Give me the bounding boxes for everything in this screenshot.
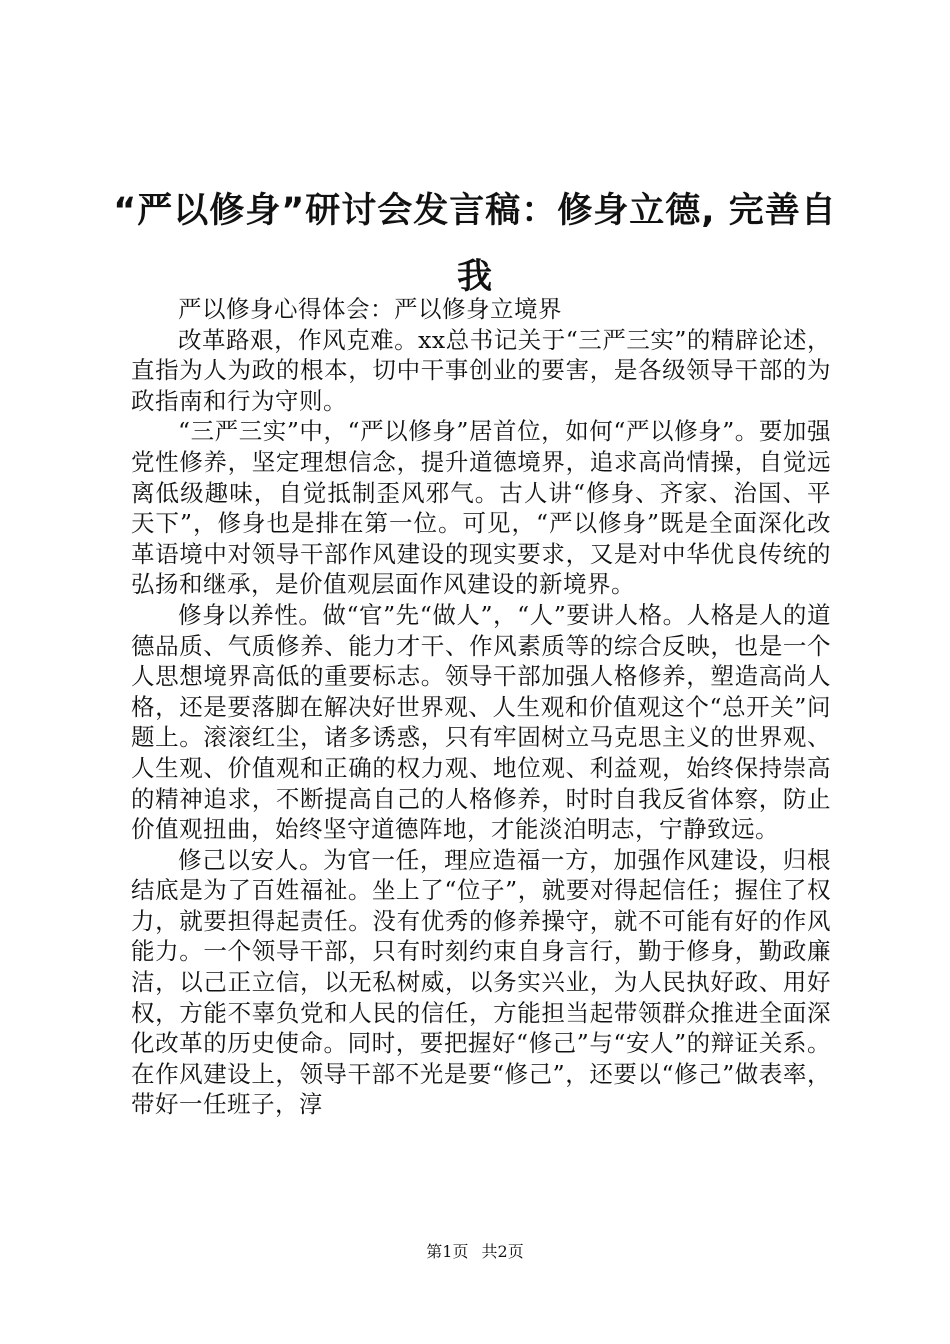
paragraph: “三严三实”中，“严以修身”居首位，如何“严以修身”。要加强党性修养，坚定理想信念，提升道德境界，追求高尚情操，自觉远离低级趣味，自觉抵制歪风邪气。古人讲“修身、齐家、治国、平天下”，修身也是排在第一位。可见，“严以修身”既是全面深化改革语境中对领导干部作风建设的现实要求，又是对中华优良传统的弘扬和继承，是价值观层面作风建设的新境界。 [131,417,831,599]
paragraph: 修己以安人。为官一任，理应造福一方，加强作风建设，归根结底是为了百姓福祉。坐上了“位子”，就要对得起信任；握住了权力，就要担得起责任。没有优秀的修养操守，就不可能有好的作风能力。一个领导干部，只有时刻约束自身言行，勤于修身，勤政廉洁，以己正立信，以无私树威，以务实兴业，为人民执好政、用好权，方能不辜负党和人民的信任，方能担当起带领群众推进全面深化改革的历史使命。同时，要把握好“修己”与“安人”的辩证关系。在作风建设上，领导干部不光是要“修己”，还要以“修己”做表率，带好一任班子，淳 [131,845,831,1119]
page-total: 共2页 [481,1242,524,1261]
paragraph-subtitle: 严以修身心得体会：严以修身立境界 [178,295,562,323]
document-title: “严以修身”研讨会发言稿：修身立德, 完善自我 [113,191,837,297]
page-number: 第1页 [426,1242,469,1261]
document-body [131,294,831,1120]
paragraph: 改革路艰，作风克难。xx总书记关于“三严三实”的精辟论述，直指为人为政的根本，切中干事创业的要害，是各级领导干部的为政指南和行为守则。 [131,325,831,415]
page-footer [0,1241,950,1263]
paragraph: 修身以养性。做“官”先“做人”，“人”要讲人格。人格是人的道德品质、气质修养、能力才干、作风素质等的综合反映，也是一个人思想境界高低的重要标志。领导干部加强人格修养，塑造高尚人格，还是要落脚在解决好世界观、人生观和价值观这个“总开关”问题上。滚滚红尘，诸多诱惑，只有牢固树立马克思主义的世界观、人生观、价值观和正确的权力观、地位观、利益观，始终保持崇高的精神追求，不断提高自己的人格修养，时时自我反省体察，防止价值观扭曲，始终坚守道德阵地，才能淡泊明志，宁静致远。 [131,600,831,844]
